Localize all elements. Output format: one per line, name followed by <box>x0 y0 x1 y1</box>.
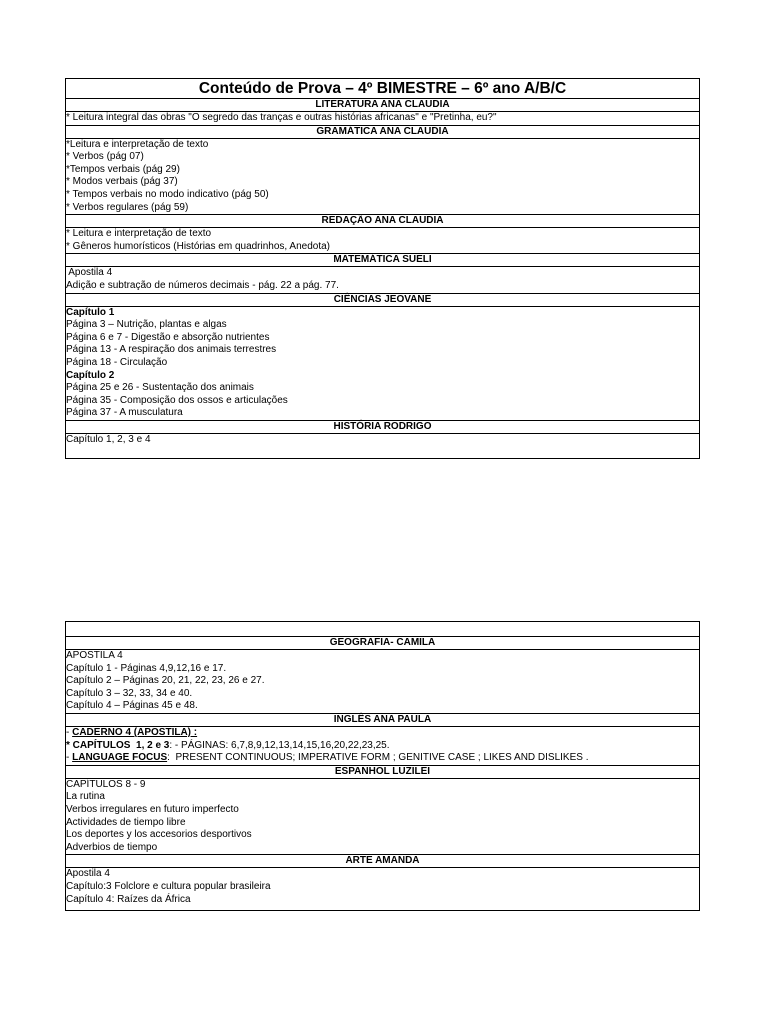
geografia-content <box>66 650 699 714</box>
redacao-line: * Leitura e interpretação de texto <box>66 228 212 240</box>
literatura-header: LITERATURA ANA CLAUDIA <box>66 99 699 112</box>
ciencias-content <box>66 307 699 421</box>
geografia-line: Capítulo 1 - Páginas 4,9,12,16 e 17. <box>66 662 227 674</box>
matematica-content <box>66 267 699 293</box>
literatura-content <box>66 112 699 126</box>
ingles-line <box>66 752 699 765</box>
historia-line: Capítulo 1, 2, 3 e 4 <box>66 433 151 445</box>
gramatica-header: GRAMÁTICA ANA CLAUDIA <box>66 126 699 139</box>
geografia-line: APOSTILA 4 <box>66 650 123 661</box>
gramatica-line: * Tempos verbais no modo indicativo (pág 50) <box>66 188 269 200</box>
redacao-line: * Gêneros humorísticos (Histórias em quadrinhos, Anedota) <box>66 240 331 252</box>
exam-content-table <box>65 78 700 459</box>
arte-header: ARTE AMANDA <box>66 855 699 868</box>
arte-line: Capítulo:3 Folclore e cultura popular brasileira <box>66 880 271 892</box>
ingles-header: INGLÊS ANA PAULA <box>66 714 699 727</box>
table-title: Conteúdo de Prova – 4º BIMESTRE – 6º ano A/B/C <box>66 79 699 99</box>
arte-line: Capítulo 4: Raízes da África <box>66 893 191 905</box>
ingles-content <box>66 727 699 766</box>
ingles-chapters-label: * CAPÍTULOS 1, 2 e 3 <box>66 739 170 751</box>
espanhol-line: La rutina <box>66 791 105 803</box>
ciencias-line: Página 13 - A respiração dos animais terrestres <box>66 344 277 356</box>
geografia-line: Capítulo 4 – Páginas 45 e 48. <box>66 700 198 712</box>
espanhol-content <box>66 779 699 856</box>
espanhol-line: CAPÍTULOS 8 - 9 <box>66 778 146 790</box>
geografia-line: Capítulo 2 – Páginas 20, 21, 22, 23, 26 e 27. <box>66 675 265 687</box>
gramatica-line: *Leitura e interpretação de texto <box>66 138 209 150</box>
gramatica-line: * Modos verbais (pág 37) <box>66 176 178 188</box>
ingles-language-focus-label: LANGUAGE FOCUS <box>72 752 168 764</box>
matematica-header: MATEMÁTICA SUELI <box>66 254 699 267</box>
espanhol-line: Actividades de tiempo libre <box>66 816 186 828</box>
ciencias-line: Página 18 - Circulação <box>66 356 168 368</box>
espanhol-header: ESPANHOL LUZILEI <box>66 766 699 779</box>
blank-row <box>66 622 699 637</box>
historia-content <box>66 434 699 447</box>
ciencias-line: Página 3 – Nutrição, plantas e algas <box>66 319 227 331</box>
gramatica-line: * Verbos (pág 07) <box>66 151 144 163</box>
literatura-line: * Leitura integral das obras "O segredo das tranças e outras histórias africanas" e "Pretinha, eu?" <box>66 112 497 123</box>
gramatica-content <box>66 139 699 216</box>
arte-content <box>66 868 699 906</box>
geografia-header: GEOGRAFIA- CAMILA <box>66 637 699 650</box>
ciencias-line: Página 35 - Composição dos ossos e articulações <box>66 394 288 406</box>
ingles-line <box>66 727 699 740</box>
ingles-prefix: - <box>66 752 73 764</box>
matematica-line: Apostila 4 <box>66 267 113 279</box>
ciencias-chapter-heading: Capítulo 1 <box>66 306 115 318</box>
geografia-line: Capítulo 3 – 32, 33, 34 e 40. <box>66 687 193 699</box>
matematica-line: Adição e subtração de números decimais - pág. 22 a pág. 77. <box>66 279 339 291</box>
ciencias-line: Página 6 e 7 - Digestão e absorção nutrientes <box>66 331 270 343</box>
espanhol-line: Adverbios de tiempo <box>66 841 158 853</box>
gramatica-line: * Verbos regulares (pág 59) <box>66 201 189 213</box>
ciencias-line: Página 25 e 26 - Sustentação dos animais <box>66 382 254 394</box>
espanhol-line: Verbos irregulares en futuro imperfecto <box>66 803 239 815</box>
ciencias-line: Página 37 - A musculatura <box>66 407 183 419</box>
ingles-caderno-label: CADERNO 4 (APOSTILA) : <box>72 726 198 738</box>
ciencias-header: CIÊNCIAS JEOVANE <box>66 294 699 307</box>
arte-line: Apostila 4 <box>66 868 110 880</box>
espanhol-line: Los deportes y los accesorios desportivos <box>66 829 252 841</box>
ciencias-chapter-heading: Capítulo 2 <box>66 369 115 381</box>
historia-header: HISTÓRIA RODRIGO <box>66 421 699 434</box>
ingles-pages: : - PÁGINAS: 6,7,8,9,12,13,14,15,16,20,22,23,25. <box>169 739 390 751</box>
ingles-prefix: - <box>66 726 73 738</box>
redacao-content <box>66 228 699 254</box>
ingles-line <box>66 740 699 753</box>
gramatica-line: *Tempos verbais (pág 29) <box>66 163 180 175</box>
exam-content-table-2 <box>65 621 700 911</box>
redacao-header: REDAÇÃO ANA CLAUDIA <box>66 215 699 228</box>
ingles-language-focus-text: : PRESENT CONTINUOUS; IMPERATIVE FORM ; GENITIVE CASE ; LIKES AND DISLIKES . <box>167 752 589 764</box>
